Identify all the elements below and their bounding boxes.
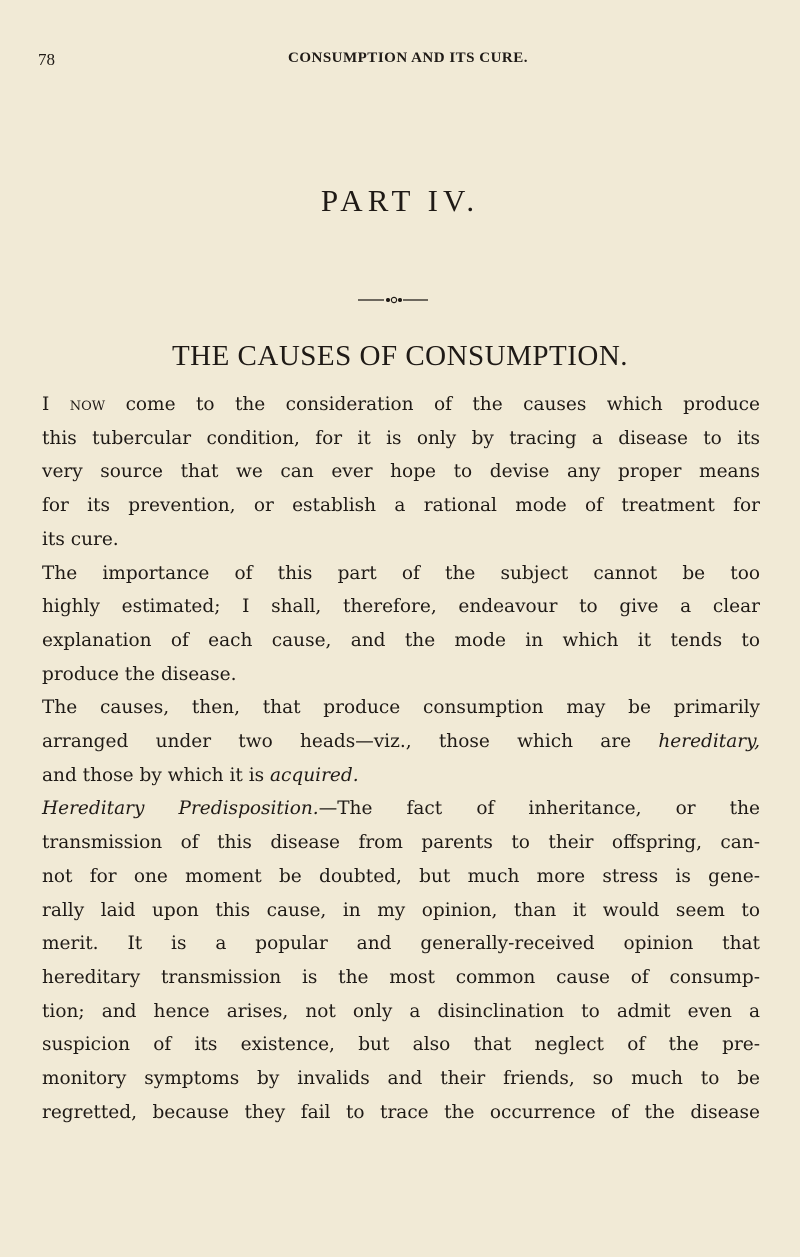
italic-term: hereditary,	[658, 731, 760, 753]
paragraph	[42, 388, 760, 557]
small-caps-word: now	[69, 394, 106, 415]
text-line: The importance of this part of the subject cannot be too	[42, 562, 760, 584]
running-head	[38, 50, 778, 80]
text-line: produce the disease.	[42, 663, 237, 685]
text-line	[42, 759, 760, 793]
text-line: rally laid upon this cause, in my opinion, than it would seem to	[42, 899, 760, 921]
text-line: explanation of each cause, and the mode in which it tends to	[42, 629, 760, 651]
text-line: The causes, then, that produce consumption may be primarily	[42, 697, 760, 719]
text-line: hereditary transmission is the most common cause of consump-	[42, 966, 760, 988]
text-run: come to the consideration of the causes which produce	[125, 394, 760, 415]
part-heading: PART IV.	[320, 183, 480, 218]
text-line: transmission of this disease from parents to their offspring, can-	[42, 832, 760, 854]
text-line: monitory symptoms by invalids and their friends, so much to be	[42, 1068, 760, 1090]
text-line: very source that we can ever hope to devise any proper means	[42, 461, 760, 483]
text-run: and those by which it is	[42, 764, 265, 786]
paragraph	[42, 691, 760, 792]
text-run: arranged under two heads—viz., those which are	[42, 731, 632, 753]
text-line: this tubercular condition, for it is only by tracing a disease to its	[42, 427, 760, 449]
page-number: 78	[38, 50, 55, 69]
paragraph	[42, 557, 760, 692]
text-run: —The fact of inheritance, or the	[318, 798, 760, 820]
text-line: suspicion of its existence, but also that neglect of the pre-	[42, 1034, 760, 1056]
text-line: for its prevention, or establish a rational mode of treatment for	[42, 495, 760, 517]
text-line: not for one moment be doubted, but much more stress is gene-	[42, 865, 760, 887]
text-line	[42, 792, 760, 826]
text-line	[42, 725, 760, 759]
section-title: THE CAUSES OF CONSUMPTION.	[171, 340, 629, 372]
text-line	[42, 388, 760, 422]
text-line: merit. It is a popular and generally-received opinion that	[42, 933, 760, 955]
text-line: regretted, because they fail to trace the occurrence of the disease	[42, 1101, 760, 1123]
text-line: highly estimated; I shall, therefore, endeavour to give a clear	[42, 596, 760, 618]
italic-subheading: Hereditary Predisposition.	[42, 798, 319, 820]
text-line: its cure.	[42, 528, 119, 550]
drop-word: I	[42, 394, 50, 415]
text-line: tion; and hence arises, not only a disinclination to admit even a	[42, 1000, 760, 1022]
italic-term: acquired.	[270, 764, 359, 786]
running-title: CONSUMPTION AND ITS CURE.	[287, 50, 529, 66]
paragraph	[42, 792, 760, 1129]
ornament-divider	[358, 296, 428, 304]
body-text	[42, 388, 760, 1129]
